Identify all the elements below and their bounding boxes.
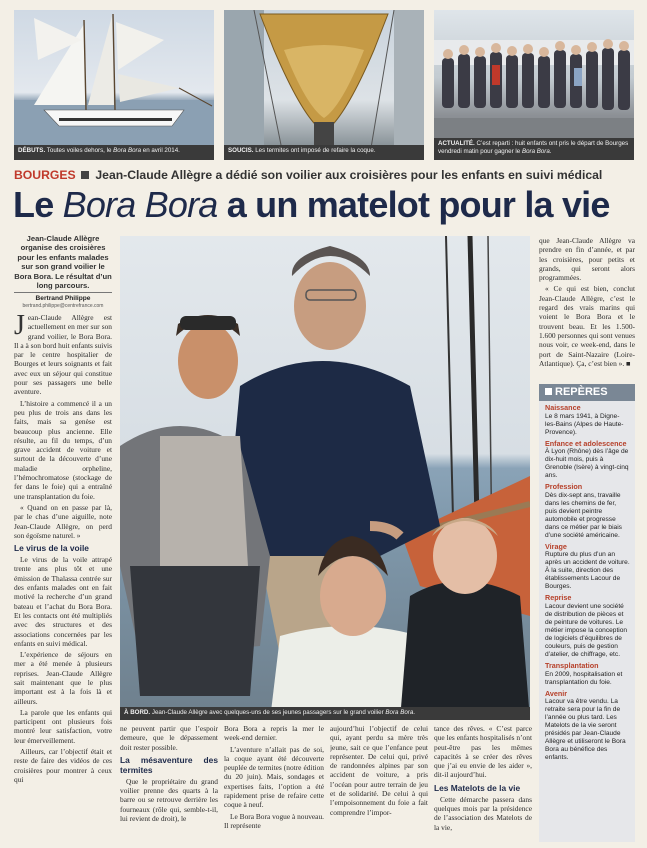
col5-p1: tance des rêves. « C’est parce que les enfants hospitalisés n’ont peut-être pas les mêmes capacités à se créer des rêves que j’ai eu envie de les aider », dit-il aujourd’hui. xyxy=(434,724,532,780)
col5-p2: Cette démarche passera dans quelques mois par la présidence de l’association des Matelots de la vie, xyxy=(434,794,532,832)
article-col-5 xyxy=(434,724,532,844)
byline-author: Bertrand Philippe xyxy=(35,295,91,302)
subhead-virus: Le virus de la voile xyxy=(14,543,89,554)
repere-naissance: Naissance Le 8 mars 1941, à Digne-les-Bains (Alpes de Haute-Provence). xyxy=(545,403,624,436)
repere-reprise: Reprise Lacour devient une société de distribution de pièces et de peinture de voitures. Le métier impose la conception de logiciels d’équilibres de couleurs, puis de gestion d’atelier, de chiffrage, etc. xyxy=(545,593,628,658)
col4-p1: aujourd’hui l’objectif de celui qui, ayant perdu sa mère très jeune, sait ce que l’enfance peut représenter. De celui qui, privé de randonnées alpines par son accident de voiture, a pris l’océan pour autre terrain de jeu et de solidarité. De celui à qui l’empoisonnement du foie a fait comprendre l’impor- xyxy=(330,724,428,817)
main-photo-caption: À BORD. Jean-Claude Allègre avec quelques-uns de ses jeunes passagers sur le grand voilier Bora Bora. xyxy=(120,707,530,720)
byline xyxy=(14,292,112,309)
sailboat-illustration xyxy=(14,10,214,160)
reperes-title: REPÈRES xyxy=(539,384,635,401)
subhead-termites: La mésaventure des termites xyxy=(120,754,218,775)
col1-p7: Ailleurs, car l’objectif était et reste de faire des vidéos de ces croisières pour montrer à ceux qui xyxy=(14,747,112,784)
col3-p3: Le Bora Bora vogue à nouveau. Il représente xyxy=(224,811,324,830)
repere-transplantation: Transplantation En 2009, hospitalisation et transplantation du foie. xyxy=(545,660,623,686)
photo-debuts xyxy=(14,10,214,160)
article-col-2 xyxy=(120,724,218,844)
col1-p1: ean-Claude Allègre est actuellement en mer sur son grand voilier, le Bora Bora. Il a à son bord huit enfants suivis par le centre hospitalier de Bourges et leurs soignants et fait avec eux un séjour qui constitue pour ses passagers une belle aventure. xyxy=(14,313,112,397)
dropcap: J xyxy=(14,313,25,341)
col1-p3: « Quand on en passe par là, par le chas d’une aiguille, note Jean-Claude Allègre, on perd son égoïsme naturel. » xyxy=(14,502,112,540)
subhead-matelots: Les Matelots de la vie xyxy=(434,782,521,793)
article-col-1 xyxy=(14,313,112,843)
hull-illustration xyxy=(224,10,424,160)
crew-illustration xyxy=(120,236,530,720)
repere-profession: Profession Dès dix-sept ans, travaille dans les chemins de fer, puis devient peintre automobile et progresse dans ce métier par le biais d’une société américaine. xyxy=(545,482,622,539)
col2-p1: ne peuvent partir que l’espoir demeure, que le dépassement doit rester possible. xyxy=(120,724,218,752)
caption-actualite: ACTUALITÉ. C’est reparti : huit enfants ont pris le départ de Bourges vendredi matin pour gagner le Bora Bora. xyxy=(434,138,634,160)
article-col-4 xyxy=(330,724,428,844)
kicker-city: BOURGES xyxy=(14,168,76,182)
repere-avenir: Avenir Lacour va être vendu. La retraite sera pour la fin de l’année ou plus tard. Les Matelots de la vie seront présidés par Jean-Claude Allègre et utiliseront le Bora Bora au bénéfice des enfants. xyxy=(545,688,626,762)
reperes-list xyxy=(539,401,635,769)
col1-p5: L’expérience de séjours en mer a été menée à plusieurs reprises. Jean-Claude Allègre sait maintenant que le plus important est à la fois là et ailleurs. xyxy=(14,650,112,706)
col1-p4: Le virus de la voile attrapé trente ans plus tôt et une émission de Thalassa centrée sur des enfants malades ont en fait motivé la recherche d’un grand bateau et l’achat du Bora Bora. Et les contacts ont été multipliés avec des structures et des associations concernées par les enfants en suivi médical. xyxy=(14,555,112,648)
caption-debuts: DÉBUTS. Toutes voiles dehors, le Bora Bora en avril 2014. xyxy=(14,145,214,160)
col1-p2: L’histoire a commencé il a un peu plus de trois ans dans les faits, mais sa genèse est beaucoup plus ancienne. Elle résulte, au fil du temps, d’un grave accident de voiture et surtout de la découverte d’une maladie orpheline, l’hémochromatose (stockage de fer dans le foie) qui a entraîné une transplantation du foie. xyxy=(14,398,112,501)
colr-p1: que Jean-Claude Allègre va prendre en fin d’année, et par les croisières, pour petits et grands, qui seront alors programmées. xyxy=(539,236,635,283)
kicker-square xyxy=(81,171,89,179)
photo-actualite xyxy=(434,10,634,160)
article-col-right xyxy=(539,236,635,380)
main-photo xyxy=(120,236,530,720)
kicker xyxy=(14,168,636,182)
repere-virage: Virage Rupture du plus d’un an après un accident de voiture. À la suite, direction des établissements Lacour de Bourges. xyxy=(545,541,630,591)
col2-p2: Que le propriétaire du grand voilier prenne des quarts à la barre ou se retrouve derrière les fourneaux (rôle qui, semble-t-il, lui revient de droit), le xyxy=(120,776,218,824)
col1-p6: La parole que les enfants qui participent ont plusieurs fois montré leur satisfaction, votre leur émerveillement. xyxy=(14,707,112,745)
byline-email: bertrand.philippe@centrefrance.com xyxy=(22,303,104,309)
col3-p1: Bora Bora a repris la mer le week-end dernier. xyxy=(224,724,324,743)
headline: Le Bora Bora a un matelot pour la vie xyxy=(13,184,610,225)
article-col-3 xyxy=(224,724,324,844)
reperes-square-icon xyxy=(545,388,552,395)
photo-soucis xyxy=(224,10,424,160)
caption-soucis: SOUCIS. Les termites ont imposé de refaire la coque. xyxy=(224,145,424,160)
col3-p2: L’aventure n’allait pas de soi, la coque ayant été découverte peuplée de termites (notre édition du 20 juin). Mais, sondages et expertises faits, l’option a été rapidement prise de refaire cette coque à neuf. xyxy=(224,744,324,810)
colr-p2: « Ce qui est bien, conclut Jean-Claude Allègre, c’est le regard des vrais marins qui voient le Bora Bora et le trouvent beau. Et les 1.500-1.600 personnes qui sont venues nous voir, ce week-end, dans le port de Saint-Nazaire (Loire-Atlantique). Ça, c’est bien ». ■ xyxy=(539,284,635,368)
standfirst: Jean-Claude Allègre organise des croisières pour les enfants malades sur son grand voilier le Bora Bora. Le résultat d’un long parcours. xyxy=(14,234,112,291)
reperes-box xyxy=(539,384,635,842)
repere-enfance: Enfance et adolescence À Lyon (Rhône) dès l’âge de dix-huit mois, puis à Grenoble (Isère) à vingt-cinq ans. xyxy=(545,438,629,480)
kicker-text: Jean-Claude Allègre a dédié son voilier aux croisières pour les enfants en suivi médical xyxy=(95,168,603,182)
